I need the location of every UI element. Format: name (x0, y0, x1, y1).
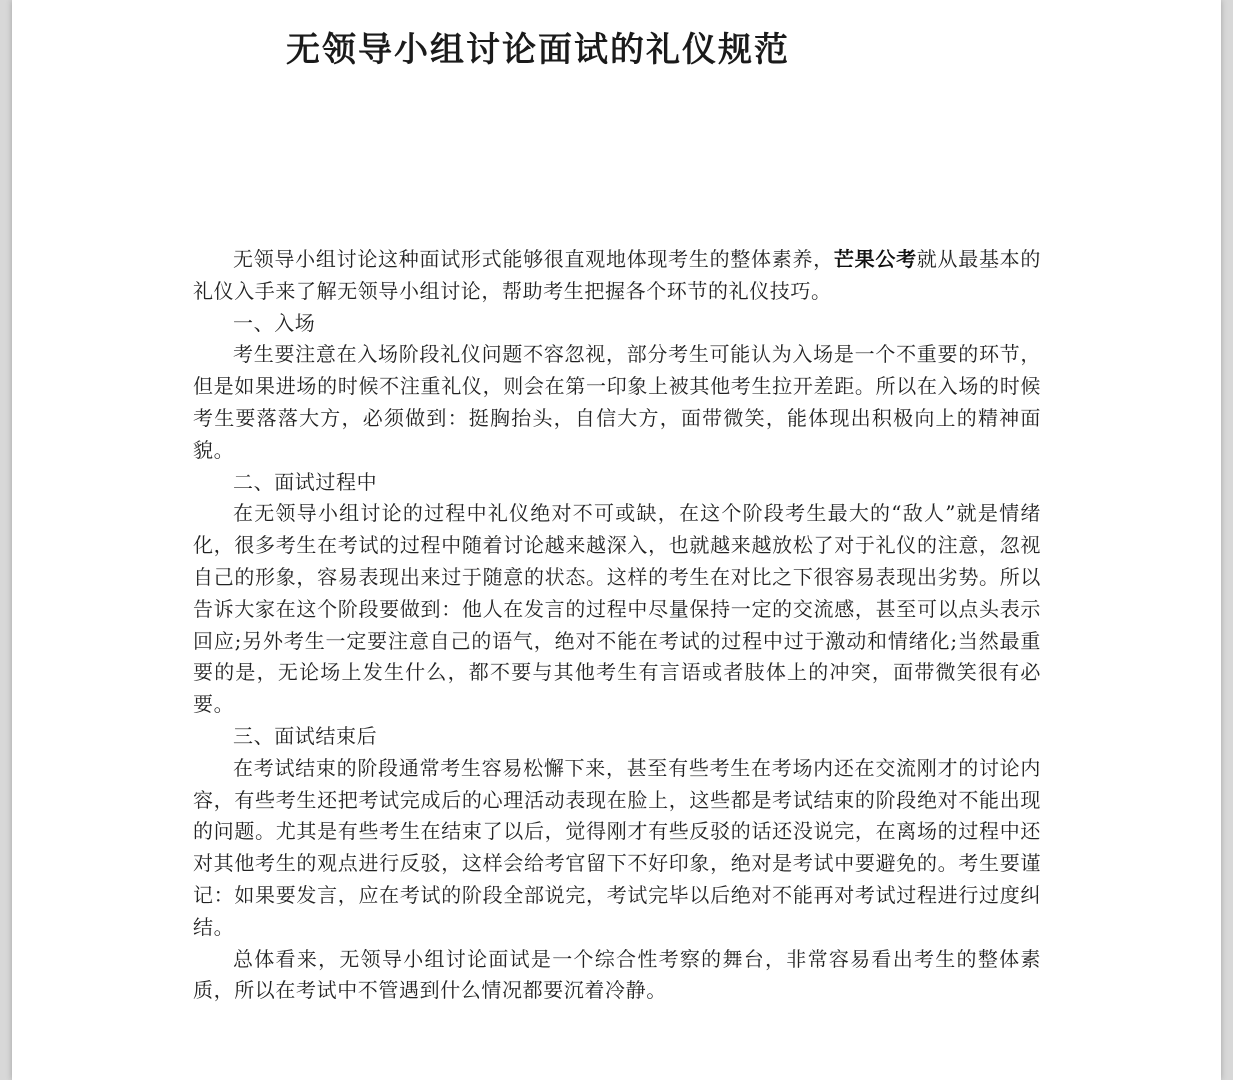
document-page (12, 0, 1221, 1080)
section-heading-entry: 一、入场 (233, 310, 316, 335)
section-body-during-interview: 在无领导小组讨论的过程中礼仪绝对不可或缺，在这个阶段考生最大的“敌人”就是情绪化，很多考生在考试的过程中随着讨论越来越深入，也就越来越放松了对于礼仪的注意，忽视自己的形象，容易表现出来过于随意的状态。这样的考生在对比之下很容易表现出劣势。所以告诉大家在这个阶段要做到：他人在发言的过程中尽量保持一定的交流感，甚至可以点头表示回应;另外考生一定要注意自己的语气，绝对不能在考试的过程中过于激动和情绪化;当然最重要的是，无论场上发生什么，都不要与其他考生有言语或者肢体上的冲突，面带微笑很有必要。 (193, 501, 1041, 717)
conclusion-paragraph: 总体看来，无领导小组讨论面试是一个综合性考察的舞台，非常容易看出考生的整体素质，所以在考试中不管遇到什么情况都要沉着冷静。 (193, 946, 1041, 1003)
document-body (193, 244, 1041, 1007)
intro-paragraph (193, 244, 1041, 308)
section-heading-during-interview: 二、面试过程中 (233, 469, 378, 494)
section-body-entry: 考生要注意在入场阶段礼仪问题不容忽视，部分考生可能认为入场是一个不重要的环节，但是如果进场的时候不注重礼仪，则会在第一印象上被其他考生拉开差距。所以在入场的时候考生要落落大方，必须做到：挺胸抬头，自信大方，面带微笑，能体现出积极向上的精神面貌。 (193, 342, 1041, 462)
section-heading-after-interview: 三、面试结束后 (233, 723, 378, 748)
section-body-after-interview: 在考试结束的阶段通常考生容易松懈下来，甚至有些考生在考场内还在交流刚才的讨论内容，有些考生还把考试完成后的心理活动表现在脸上，这些都是考试结束的阶段绝对不能出现的问题。尤其是有些考生在结束了以后，觉得刚才有些反驳的话还没说完，在离场的过程中还对其他考生的观点进行反驳，这样会给考官留下不好印象，绝对是考试中要避免的。考生要谨记：如果要发言，应在考试的阶段全部说完，考试完毕以后绝对不能再对考试过程进行过度纠结。 (193, 755, 1041, 939)
intro-text-before: 无领导小组讨论这种面试形式能够很直观地体现考生的整体素养， (233, 247, 834, 271)
brand-name: 芒果公考 (833, 247, 917, 271)
document-title: 无领导小组讨论面试的礼仪规范 (286, 30, 790, 70)
intro-text-after: 就从最基本的礼仪入手来了解无领导小组讨论，帮助考生把握各个环节的礼仪技巧。 (193, 247, 1041, 303)
